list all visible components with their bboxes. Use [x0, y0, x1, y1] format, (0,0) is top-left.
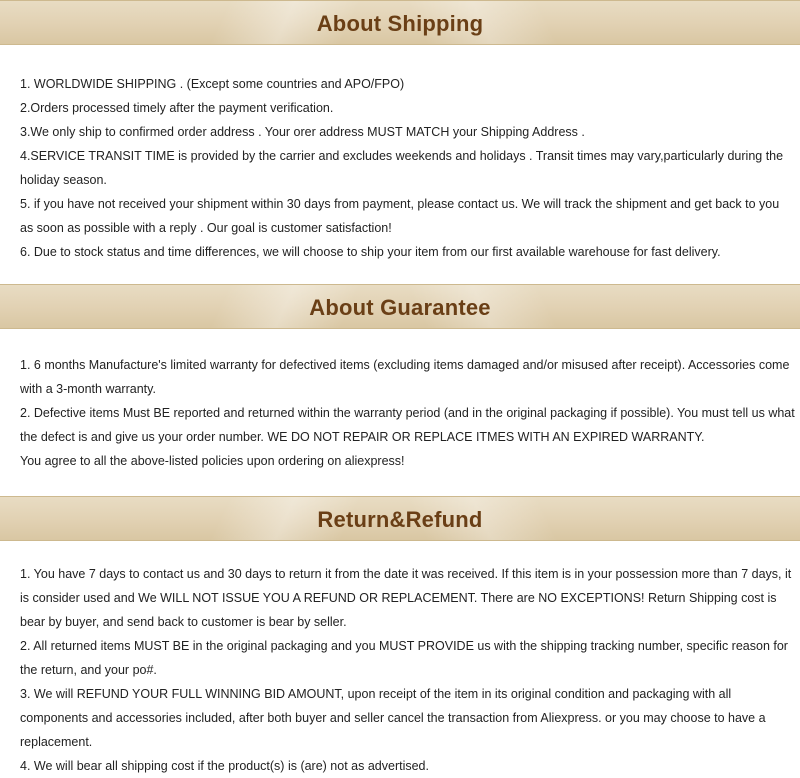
guarantee-banner	[0, 284, 800, 329]
guarantee-item: 1. 6 months Manufacture's limited warranty for defectived items (excluding items damaged and/or misused after receipt). Accessories come with a 3-month warranty.	[20, 358, 790, 396]
shipping-item: 2.Orders processed timely after the payment verification.	[20, 101, 334, 115]
refund-item: 2. All returned items MUST BE in the original packaging and you MUST PROVIDE us with the shipping tracking number, specific reason for the return, and your po#.	[20, 639, 788, 677]
shipping-item: 5. if you have not received your shipment within 30 days from payment, please contact us. We will track the shipment and get back to you as soon as possible with a reply . Our goal is customer satisfaction!	[20, 197, 780, 235]
shipping-item: 6. Due to stock status and time differences, we will choose to ship your item from our first available warehouse for fast delivery.	[20, 245, 721, 259]
refund-title: Return&Refund	[317, 507, 483, 532]
guarantee-item: 2. Defective items Must BE reported and returned within the warranty period (and in the original packaging if possible). You must tell us what the defect is and give us your order number. WE DO NOT REPAIR OR REPLACE ITMES WITH AN EXPIRED WARRANTY.	[20, 406, 795, 444]
refund-policy-text	[20, 562, 795, 778]
guarantee-title: About Guarantee	[309, 295, 491, 320]
refund-banner	[0, 496, 800, 541]
shipping-title: About Shipping	[316, 11, 484, 36]
refund-item: 4. We will bear all shipping cost if the product(s) is (are) not as advertised.	[20, 759, 429, 773]
refund-item: 3. We will REFUND YOUR FULL WINNING BID AMOUNT, upon receipt of the item in its original condition and packaging with all components and accessories included, after both buyer and seller cancel the transaction from Aliexpress. or you may choose to have a replacement.	[20, 687, 766, 749]
shipping-item: 4.SERVICE TRANSIT TIME is provided by the carrier and excludes weekends and holidays . Transit times may vary,particularly during the holiday season.	[20, 149, 784, 187]
refund-item: 1. You have 7 days to contact us and 30 days to return it from the date it was received. If this item is in your possession more than 7 days, it is consider used and We WILL NOT ISSUE YOU A REFUND OR REPLACEMENT. There are NO EXCEPTIONS! Return Shipping cost is bear by buyer, and send back to customer is bear by seller.	[20, 567, 792, 629]
shipping-banner	[0, 0, 800, 45]
guarantee-item: You agree to all the above-listed policies upon ordering on aliexpress!	[20, 454, 405, 468]
shipping-policy-text	[20, 72, 795, 264]
guarantee-policy-text	[20, 353, 795, 473]
shipping-item: 1. WORLDWIDE SHIPPING . (Except some countries and APO/FPO)	[20, 77, 405, 91]
shipping-item: 3.We only ship to confirmed order address . Your orer address MUST MATCH your Shipping Address .	[20, 125, 585, 139]
